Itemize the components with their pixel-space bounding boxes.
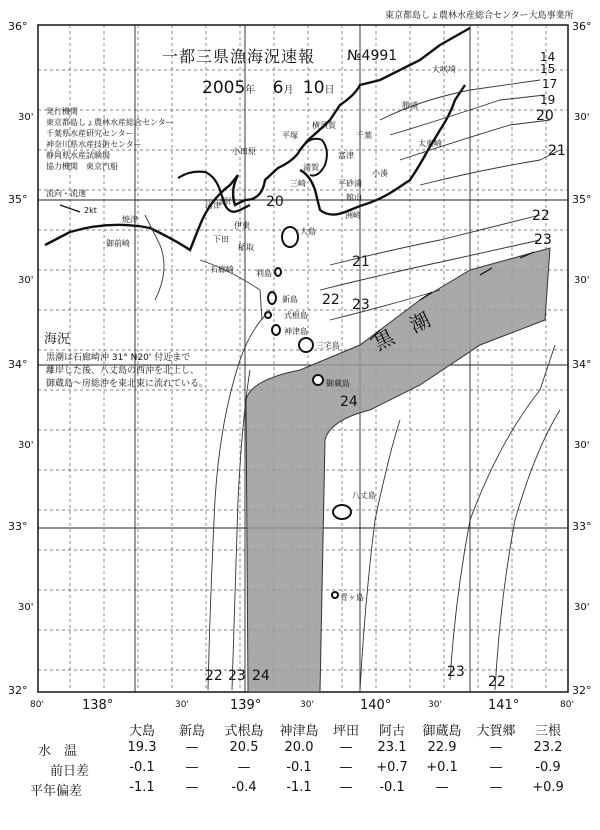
isotherm-label-23b: 23 (352, 297, 370, 313)
place-5: 館山 (346, 193, 362, 202)
col-okago: 大賀郷 (476, 724, 516, 739)
table-cell: +0.1 (426, 760, 458, 775)
table-cell: -0.1 (286, 760, 312, 775)
table-cell: -0.1 (129, 760, 155, 775)
table-cell: 19.3 (127, 740, 157, 755)
isotherm-label-23c: 23 (228, 668, 246, 684)
isotherm-label-22a: 22 (532, 208, 550, 224)
table-cell: — (339, 780, 353, 795)
toshima-island (275, 268, 281, 276)
lat-label-r4: 34° (572, 358, 592, 371)
flow-legend: 流向・流速 (46, 189, 86, 198)
table-row (30, 760, 590, 780)
flow-speed-legend: 2kt (84, 206, 97, 215)
col-oshima: 大島 (128, 724, 155, 739)
lat-label-8: 32° (8, 684, 28, 697)
isotherm-label-20b: 20 (266, 194, 284, 210)
place-8: 富津 (338, 151, 354, 160)
issue-number: №4991 (347, 48, 398, 64)
place-13: 小田原 (232, 147, 256, 156)
place-9: 浦賀 (303, 163, 319, 172)
table-cell: — (489, 760, 503, 775)
table-header (30, 720, 590, 740)
place-21: 御前崎 (106, 239, 130, 248)
lon-label-2: 30' (175, 700, 189, 710)
isotherm-label-22b: 22 (322, 292, 340, 308)
place-17: 下田 (213, 235, 229, 244)
issuers-heading: 発行機関 (46, 107, 78, 116)
table-cell: — (339, 740, 353, 755)
place-12: 平塚 (282, 131, 298, 140)
lon-label-1: 138° (82, 698, 114, 713)
issuer-2: 神奈川県水産技術センター (46, 140, 142, 149)
lat-label-r2: 35° (572, 193, 592, 206)
issuers-block (46, 106, 174, 172)
date-year: 2005 (202, 78, 246, 98)
hachijojima-island (333, 505, 351, 519)
table-cell: 20.0 (284, 740, 314, 755)
row-label: 水 温 (38, 744, 78, 759)
issuer-1: 千葉県水産研究センター (46, 129, 134, 138)
table-row (30, 740, 590, 760)
place-1: 勝浦 (402, 101, 418, 110)
place-2: 太東崎 (418, 139, 442, 148)
lat-label-7: 30' (18, 602, 34, 613)
lon-label-8: 80' (560, 700, 574, 710)
table-cell: — (185, 740, 199, 755)
miyakejima-island (299, 338, 313, 352)
isotherm-label-19: 19 (540, 93, 556, 107)
place-11: 三崎 (290, 179, 306, 188)
coop-org: 東京汽船 (86, 162, 118, 171)
lat-label-r3: 30' (574, 275, 590, 286)
kozushima-island (272, 325, 280, 335)
isotherm-label-21a: 21 (548, 143, 566, 159)
table-row (30, 780, 590, 800)
place-29: 八丈島 (352, 491, 376, 500)
condition-line-2: 御蔵島～房総沖を東北東に流れている。 (46, 379, 209, 389)
col-niijima: 新島 (178, 724, 205, 739)
place-7: 千葉 (356, 131, 372, 140)
place-30: 青ヶ島 (340, 593, 364, 602)
lat-label-r8: 32° (572, 684, 592, 697)
table-cell: 20.5 (229, 740, 259, 755)
table-cell: -0.1 (379, 780, 405, 795)
table-cell: -0.9 (535, 760, 561, 775)
lat-label-r0: 36° (572, 20, 592, 33)
lat-label-1: 30' (18, 112, 34, 123)
lat-label-4: 34° (8, 358, 28, 371)
condition-text (46, 352, 208, 391)
table-cell: — (339, 760, 353, 775)
table-cell: — (237, 760, 251, 775)
oshima-island (282, 227, 298, 247)
place-25: 式根島 (284, 311, 308, 320)
lat-label-2: 35° (8, 193, 28, 206)
lon-label-0: 80' (30, 700, 44, 710)
place-0: 大吠埼 (432, 65, 456, 74)
aogashima-island (332, 592, 338, 598)
lat-label-r7: 30' (574, 602, 590, 613)
issuer-3: 静岡県水産試験場 (46, 151, 110, 160)
table-cell: 22.9 (427, 740, 457, 755)
table-cell: -0.4 (231, 780, 257, 795)
col-mikurajima: 御蔵島 (422, 724, 462, 739)
page-title: 一都三県漁海況速報 (162, 47, 316, 66)
col-ako: 阿古 (378, 724, 405, 739)
col-mitsune: 三根 (534, 724, 561, 739)
place-4: 平砂浦 (338, 179, 362, 188)
lon-label-5: 140° (360, 698, 392, 713)
place-20: 焼津 (122, 215, 138, 224)
place-14: 網代 (220, 197, 236, 206)
date-year-unit: 年 (245, 85, 256, 96)
date-month: 6 (272, 78, 284, 98)
table-cell: -1.1 (286, 780, 312, 795)
coop-heading: 協力機関 (46, 162, 78, 171)
lat-label-r5: 30' (574, 440, 590, 451)
row-label: 前日差 (50, 764, 90, 779)
condition-heading: 海況 (44, 332, 71, 347)
place-18: 石廊崎 (210, 265, 234, 274)
table-cell: 23.2 (533, 740, 563, 755)
table-cell: — (489, 740, 503, 755)
date-day: 10 (302, 78, 325, 98)
isotherm-label-24b: 24 (340, 394, 358, 410)
lon-label-3: 139° (230, 698, 262, 713)
mikurajima-island (313, 375, 323, 385)
isotherm-label-22c: 22 (205, 668, 223, 684)
place-24: 新島 (282, 295, 298, 304)
table-cell: — (435, 780, 449, 795)
issuer-0: 東京都島しょ農林水産総合センター (46, 118, 174, 127)
niijima-island (268, 292, 276, 304)
shikinejima-island (265, 312, 271, 318)
table-cell: -1.1 (129, 780, 155, 795)
isotherm-label-20a: 20 (536, 108, 554, 124)
table-cell: 23.1 (377, 740, 407, 755)
lon-label-6: 30' (428, 700, 442, 710)
place-6: 洲崎 (345, 211, 361, 220)
lon-label-7: 141° (488, 698, 520, 713)
isotherm-label-23d: 23 (447, 664, 465, 680)
place-26: 神津島 (284, 327, 308, 336)
table-cell: +0.7 (376, 760, 408, 775)
place-19: 沼津 (205, 201, 221, 210)
col-kozushima: 神津島 (279, 724, 319, 739)
place-28: 御蔵島 (326, 379, 350, 388)
table-cell: — (489, 780, 503, 795)
condition-line-0: 黒潮は石廊崎沖 31° N20' 付近まで (46, 353, 191, 363)
isotherm-label-24c: 24 (252, 668, 270, 684)
lat-label-0: 36° (8, 20, 28, 33)
isotherm-label-23a: 23 (534, 232, 552, 248)
isotherm-label-17: 17 (542, 77, 558, 91)
place-23: 利島 (256, 269, 272, 278)
lat-label-r1: 30' (574, 112, 590, 123)
source-label: 東京都島しょ農林水産総合センター大島事業所 (385, 11, 574, 21)
lat-label-6: 33° (8, 520, 28, 533)
lat-label-3: 30' (18, 275, 34, 286)
place-27: 三宅島 (316, 341, 340, 350)
kuroshio-label: 黒 潮 (369, 307, 435, 356)
col-tsubota: 坪田 (332, 724, 359, 739)
condition-line-1: 離岸した後、八丈島の西沖を北上し、 (46, 366, 200, 376)
table-cell: +0.9 (532, 780, 564, 795)
date-month-unit: 月 (283, 85, 294, 96)
table-cell: — (185, 760, 199, 775)
issue-date (202, 78, 335, 98)
isotherm-label-14: 14 (540, 50, 556, 64)
row-label: 平年偏差 (30, 784, 83, 799)
place-16: 稲取 (238, 243, 254, 252)
place-22: 大島 (300, 227, 316, 236)
place-3: 小湊 (372, 169, 388, 178)
lon-label-4: 30' (300, 700, 314, 710)
place-15: 伊東 (234, 221, 250, 230)
isotherm-label-21b: 21 (352, 254, 370, 270)
place-10: 横須賀 (312, 121, 336, 130)
isotherm-label-15: 15 (540, 62, 556, 76)
lat-label-5: 30' (18, 440, 34, 451)
table-cell: — (185, 780, 199, 795)
date-day-unit: 日 (324, 85, 335, 96)
lat-label-r6: 33° (572, 520, 592, 533)
isotherm-label-22d: 22 (488, 674, 506, 690)
col-shikinejima: 式根島 (224, 724, 264, 739)
